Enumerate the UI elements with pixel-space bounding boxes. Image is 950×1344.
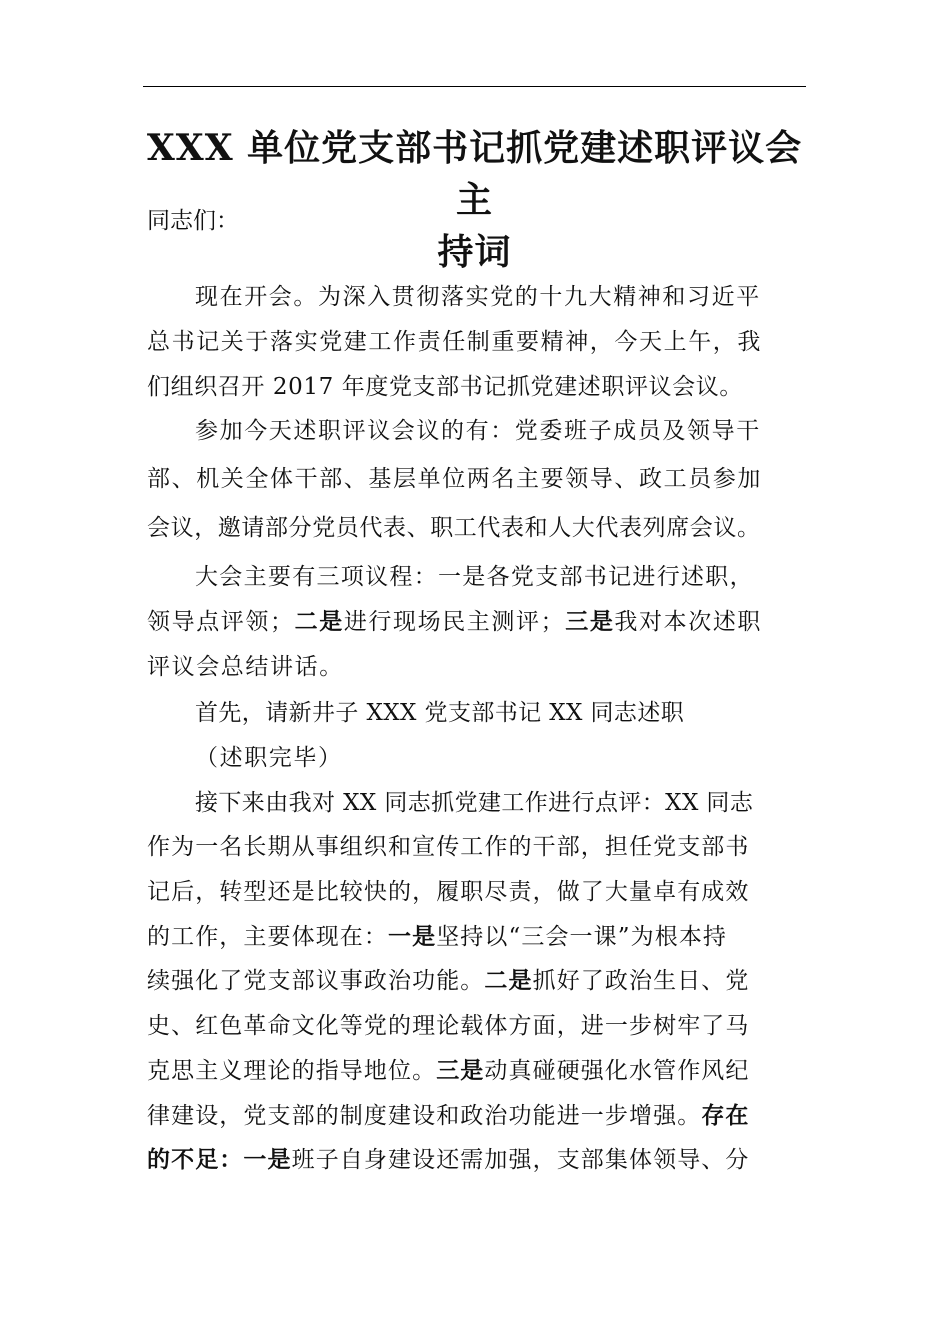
text-line: 大会主要有三项议程：一是各党支部书记进行述职， (195, 564, 754, 590)
text-line: 接下来由我对 XX 同志抓党建工作进行点评：XX 同志 (195, 790, 754, 816)
emphasis-second: 二是 (484, 967, 533, 994)
title-line-2: 持词 (437, 231, 512, 273)
emphasis-third: 三是 (565, 608, 615, 635)
text-line: 评议会总结讲话。 (147, 654, 344, 680)
text-line: 史、红色革命文化等党的理论载体方面，进一步树牢了马 (147, 1013, 750, 1039)
header-rule (143, 86, 806, 87)
text-line: 的工作，主要体现在：一是坚持以“三会一课”为根本持 (147, 923, 728, 950)
title-line-1: XXX 单位党支部书记抓党建述职评议会主 (146, 127, 803, 221)
text-line: 参加今天述职评议会议的有：党委班子成员及领导干 (195, 418, 761, 444)
paragraph-report-done: （述职完毕） (195, 745, 343, 771)
emphasis-first: 一是 (243, 1146, 292, 1173)
text-line: 现在开会。为深入贯彻落实党的十九大精神和习近平 (195, 284, 761, 310)
text-line: 会议，邀请部分党员代表、职工代表和人大代表列席会议。 (147, 515, 761, 541)
emphasis-second: 二是 (294, 608, 344, 635)
document-title (143, 122, 806, 278)
text-line: 记后，转型还是比较快的，履职尽责，做了大量卓有成效 (147, 879, 750, 905)
text-line: 律建设，党支部的制度建设和政治功能进一步增强。存在 (147, 1102, 750, 1129)
emphasis-shortcomings: 存在 (701, 1102, 750, 1129)
text-line: 续强化了党支部议事政治功能。二是抓好了政治生日、党 (147, 967, 750, 994)
text-line: 领导点评领；二是进行现场民主测评；三是我对本次述职 (147, 608, 763, 635)
text-line: 总书记关于落实党建工作责任制重要精神，今天上午，我 (147, 329, 762, 355)
text-line: 们组织召开 2017 年度党支部书记抓党建述职评议会议。 (147, 374, 743, 400)
greeting: 同志们： (147, 208, 239, 234)
text-line: 的不足：一是班子自身建设还需加强，支部集体领导、分 (147, 1146, 750, 1173)
text-line: 部、机关全体干部、基层单位两名主要领导、政工员参加 (147, 466, 762, 492)
emphasis-first: 一是 (388, 923, 437, 950)
emphasis-third: 三是 (436, 1057, 485, 1084)
text-line: 克思主义理论的指导地位。三是动真碰硬强化水管作风纪 (147, 1057, 750, 1084)
text-line: 作为一名长期从事组织和宣传工作的干部，担任党支部书 (147, 834, 750, 860)
paragraph-first-speaker: 首先，请新井子 XXX 党支部书记 XX 同志述职 (195, 700, 685, 726)
emphasis-shortcomings: 的不足： (147, 1146, 244, 1173)
